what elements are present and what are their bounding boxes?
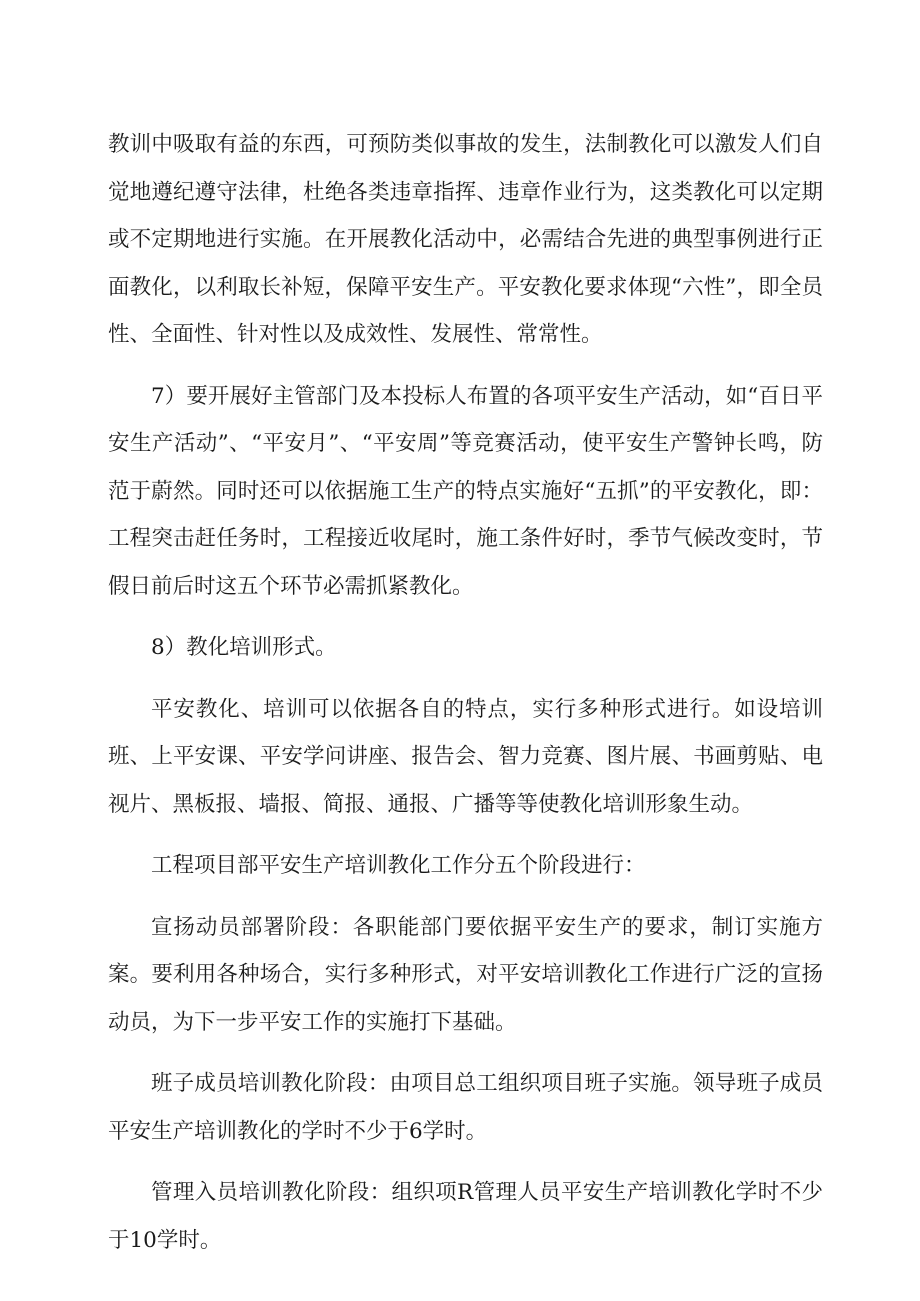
document-body: [108, 121, 823, 1264]
paragraph-continued: 教训中吸取有益的东西，可预防类似事故的发生，法制教化可以激发人们自觉地遵纪遵守法律，杜绝各类违章指挥、违章作业行为，这类教化可以定期或不定期地进行实施。在开展教化活动中，必需结合先进的典型事例进行正面教化，以利取长补短，保障平安生产。平安教化要求体现“六性”，即全员性、全面性、针对性以及成效性、发展性、常常性。: [108, 132, 823, 347]
paragraph-five-stages-intro: 工程项目部平安生产培训教化工作分五个阶段进行：: [151, 853, 646, 878]
paragraph-item-8-heading: 8）教化培训形式。: [151, 635, 337, 660]
paragraph-stage-leadership: 班子成员培训教化阶段：由项目总工组织项目班子实施。领导班子成员平安生产培训教化的学时不少于6学时。: [108, 1071, 823, 1144]
paragraph-item-7: 7）要开展好主管部门及本投标人布置的各项平安生产活动，如“百日平安生产活动”、“平安月”、“平安周”等竞赛活动，使平安生产警钟长鸣，防范于蔚然。同时还可以依据施工生产的特点实施好“五抓”的平安教化，即：工程突击赶任务时，工程接近收尾时，施工条件好时，季节气候改变时，节假日前后时这五个环节必需抓紧教化。: [108, 383, 823, 599]
paragraph-training-forms: 平安教化、培训可以依据各自的特点，实行多种形式进行。如设培训班、上平安课、平安学问讲座、报告会、智力竞赛、图片展、书画剪贴、电视片、黑板报、墙报、简报、通报、广播等等使教化培训形象生动。: [108, 696, 823, 817]
paragraph-stage-management: 管理入员培训教化阶段：组织项R管理人员平安生产培训教化学时不少于10学时。: [108, 1180, 823, 1253]
paragraph-stage-publicity: 宣扬动员部署阶段：各职能部门要依据平安生产的要求，制订实施方案。要利用各种场合，实行多种形式，对平安培训教化工作进行广泛的宣扬动员，为下一步平安工作的实施打下基础。: [108, 914, 823, 1035]
